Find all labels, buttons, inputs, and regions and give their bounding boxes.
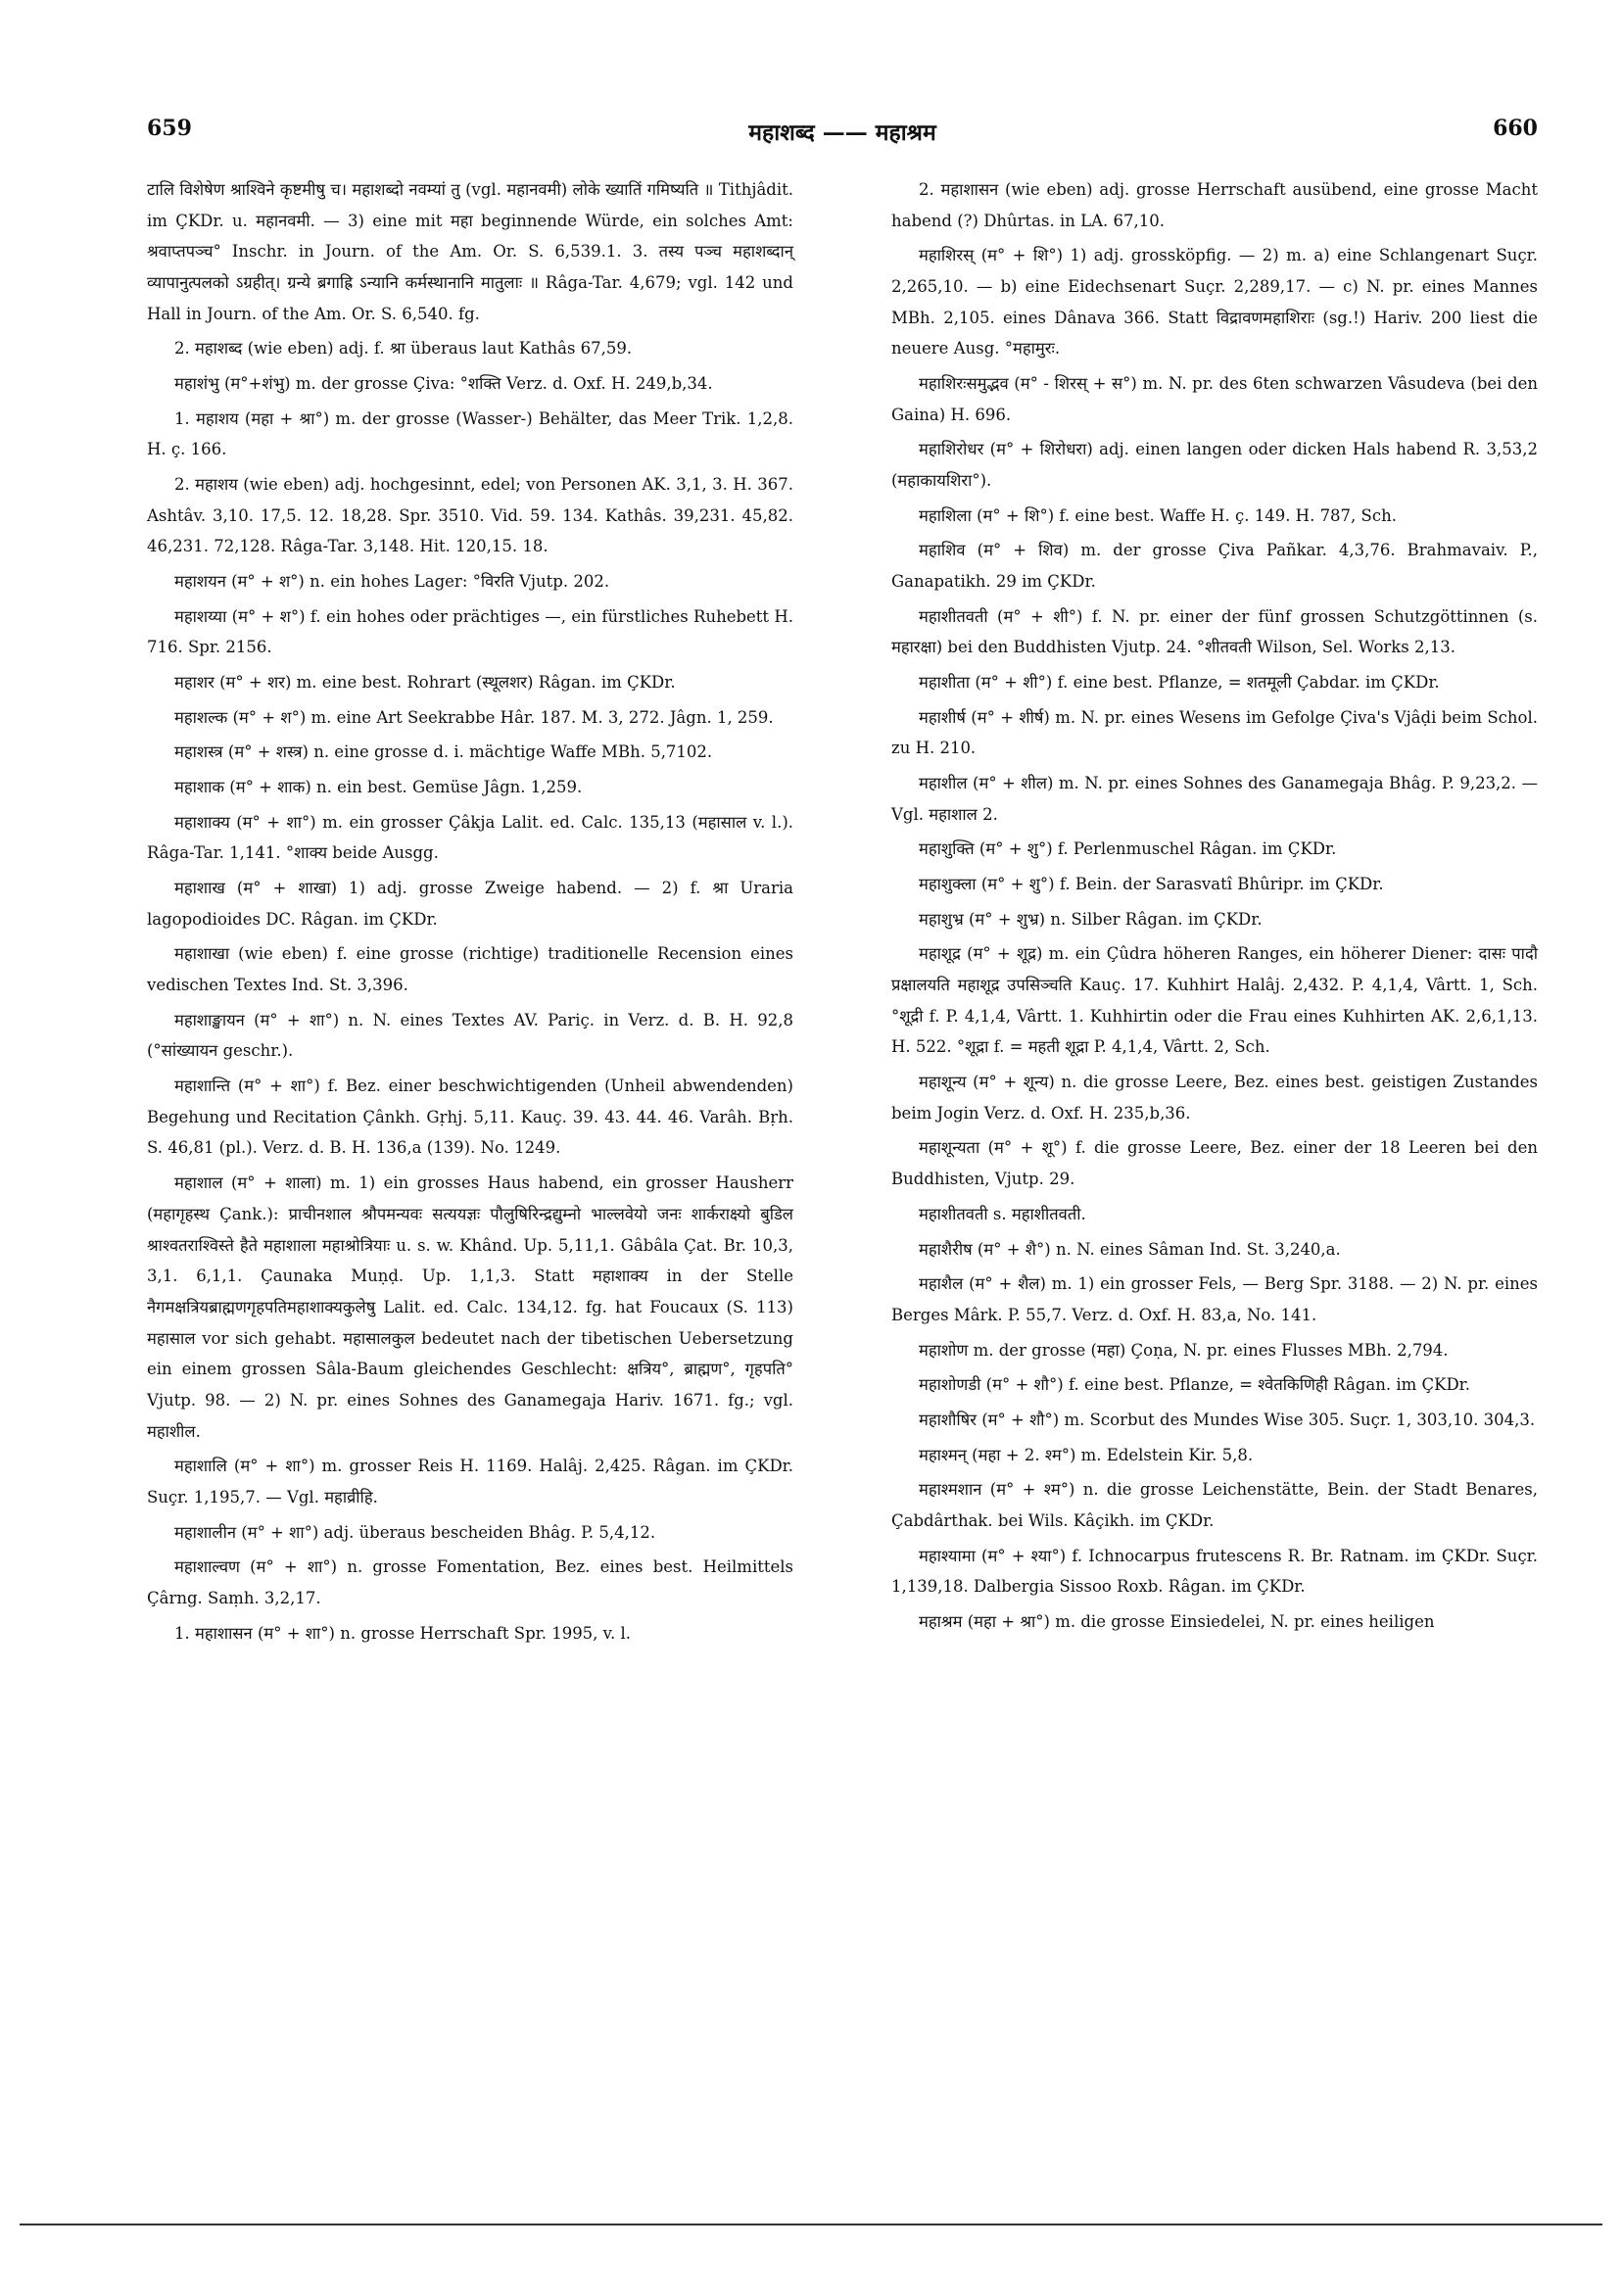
dictionary-entry: महाशैरीष (म° + शै°) n. N. eines Sâman Ind. St. 3,240,a. (919, 1239, 1341, 1259)
dictionary-entry: टालि विशेषेण श्राश्विने कृष्टमीषु च। महाशब्दो नवम्यां तु (vgl. महानवमी) लोके ख्यातिं गमिष्यति ॥ Tithjâdit. im ÇKDr. u. महानवमी. — 3) eine mit महा beginnende Würde, ein solches Amt: श्रवाप्तपञ्च° Inschr. in Journ. of the Am. Or. S. 6,539.1. 3. तस्य पञ्च महाशब्दान् व्यापानुत्पलको ऽग्रहीत्। ग्रन्ये ब्रगाह्रि ऽन्यानि कर्मस्थानानि मातुलाः ॥ Râga-Tar. 4,679; vgl. 142 und Hall in Journ. of the Am. Or. S. 6,540. fg. (147, 180, 793, 323)
dictionary-entry: महाशाक्य (म° + शा°) m. ein grosser Çâkja Lalit. ed. Calc. 135,13 (महासाल v. l.). Râga-Tar. 1,141. °शाक्य beide Ausgg. (147, 812, 793, 863)
dictionary-entry: महाश्मशान (म° + श्म°) n. die grosse Leichenstätte, Bein. der Stadt Benares, Çabdârthak. bei Wils. Kâçikh. im ÇKDr. (891, 1480, 1538, 1530)
dictionary-entry: महाशीता (म° + शी°) f. eine best. Pflanze, = शतमूली Çabdar. im ÇKDr. (919, 673, 1440, 693)
dictionary-entry: महाश्मन् (महा + 2. श्म°) m. Edelstein Kir. 5,8. (919, 1445, 1254, 1464)
dictionary-entry: महाशालि (म° + शा°) m. grosser Reis H. 1169. Halâj. 2,425. Râgan. im ÇKDr. Suçr. 1,195,7. — Vgl. महाव्रीहि. (147, 1457, 793, 1507)
dictionary-entry: महाशिव (म° + शिव) m. der grosse Çiva Pañkar. 4,3,76. Brahmavaiv. P., Ganapatikh. 29 im ÇKDr. (891, 541, 1538, 592)
dictionary-entry: महाशाङ्खायन (म° + शा°) n. N. eines Textes AV. Pariç. in Verz. d. B. H. 92,8 (°सांख्यायन geschr.). (147, 1010, 793, 1061)
dictionary-entry: महाशुक्ला (म° + शु°) f. Bein. der Sarasvatî Bhûripr. im ÇKDr. (919, 875, 1384, 894)
page-number-left: 659 (147, 116, 192, 141)
dictionary-entry: महाशैल (म° + शैल) m. 1) ein grosser Fels, — Berg Spr. 3188. — 2) N. pr. eines Berges Mârk. P. 55,7. Verz. d. Oxf. H. 83,a, No. 141. (891, 1274, 1538, 1324)
dictionary-entry: महाशालीन (म° + शा°) adj. überaus bescheiden Bhâg. P. 5,4,12. (174, 1522, 656, 1542)
dictionary-entry: महाशस्त्र (म° + शस्त्र) n. eine grosse d. i. mächtige Waffe MBh. 5,7102. (174, 742, 713, 762)
dictionary-entry: महाशयन (म° + श°) n. ein hohes Lager: °विरति Vjutp. 202. (174, 572, 610, 592)
dictionary-entry: महाशिरस् (म° + शि°) 1) adj. grossköpfig. — 2) m. a) eine Schlangenart Suçr. 2,265,10. — b) eine Eidechsenart Suçr. 2,289,17. — c) N. pr. eines Mannes MBh. 2,105. eines Dânava 366. Statt विद्रावणमहाशिराः (sg.!) Hariv. 200 liest die neuere Ausg. °महामुरः. (891, 246, 1538, 359)
page-number-right: 660 (1493, 116, 1538, 141)
dictionary-entry: महाशीर्ष (म° + शीर्ष) m. N. pr. eines Wesens im Gefolge Çiva's Vjâḍi beim Schol. zu H. 210. (891, 707, 1538, 758)
page-header (147, 116, 1538, 155)
dictionary-entry: महाशीतवती (म° + शी°) f. N. pr. einer der fünf grossen Schutzgöttinnen (s. महारक्षा) bei den Buddhisten Vjutp. 24. °शीतवती Wilson, Sel. Works 2,13. (891, 606, 1538, 657)
dictionary-entry: 2. महाशब्द (wie eben) adj. f. श्रा überaus laut Kathâs 67,59. (174, 339, 633, 359)
dictionary-entry: महाशोणडी (म° + शौ°) f. eine best. Pflanze, = श्वेतकिणिही Râgan. im ÇKDr. (919, 1375, 1470, 1395)
right-column (891, 174, 1538, 1642)
dictionary-entry: महाशौषिर (म° + शौ°) m. Scorbut des Mundes Wise 305. Suçr. 1, 303,10. 304,3. (919, 1410, 1536, 1429)
dictionary-entry: महाशाक (म° + शाक) n. ein best. Gemüse Jâgn. 1,259. (174, 778, 583, 797)
dictionary-entry: महाशुक्ति (म° + शु°) f. Perlenmuschel Râgan. im ÇKDr. (919, 839, 1337, 859)
dictionary-entry: महाशूद्र (म° + शूद्र) m. ein Çûdra höheren Ranges, ein höherer Diener: दासः पादौ प्रक्षालयति महाशूद्र उपसिञ्चति Kauç. 17. Kuhhirt Halâj. 2,432. P. 4,1,4, Vârtt. 1, Sch. °शूद्री f. P. 4,1,4, Vârtt. 1. Kuhhirtin oder die Frau eines Kuhhirten AK. 2,6,1,13. H. 522. °शूद्रा f. = महती शूद्रा P. 4,1,4, Vârtt. 2, Sch. (891, 944, 1538, 1057)
dictionary-entry: महाशिरःसमुद्भव (म° - शिरस् + स°) m. N. pr. des 6ten schwarzen Vâsudeva (bei den Gaina) H. 696. (891, 374, 1538, 424)
dictionary-entry: 2. महाशासन (wie eben) adj. grosse Herrschaft ausübend, eine grosse Macht habend (?) Dhûrtas. in LA. 67,10. (891, 180, 1538, 230)
dictionary-entry: महाश्यामा (म° + श्या°) f. Ichnocarpus frutescens R. Br. Ratnam. im ÇKDr. Suçr. 1,139,18. Dalbergia Sissoo Roxb. Râgan. im ÇKDr. (891, 1546, 1538, 1597)
dictionary-entry: 1. महाशासन (म° + शा°) n. grosse Herrschaft Spr. 1995, v. l. (174, 1623, 632, 1643)
dictionary-entry: महाशील (म° + शील) m. N. pr. eines Sohnes des Ganamegaja Bhâg. P. 9,23,2. — Vgl. महाशाल 2. (891, 774, 1538, 824)
dictionary-entry: महाशुभ्र (म° + शुभ्र) n. Silber Râgan. im ÇKDr. (919, 909, 1263, 929)
dictionary-entry: महाशीतवती s. महाशीतवती. (919, 1204, 1086, 1223)
dictionary-entry: महाशय्या (म° + श°) f. ein hohes oder prächtiges —, ein fürstliches Ruhebett H. 716. Spr. 2156. (147, 606, 793, 657)
dictionary-entry: महाशोण m. der grosse (महा) Çoṇa, N. pr. eines Flusses MBh. 2,794. (919, 1340, 1449, 1360)
bottom-rule (20, 2224, 1602, 2225)
dictionary-entry: महाशाखा (wie eben) f. eine grosse (richtige) traditionelle Recension eines vedischen Textes Ind. St. 3,396. (147, 944, 793, 995)
dictionary-entry: महाशल्क (म° + श°) m. eine Art Seekrabbe Hâr. 187. M. 3, 272. Jâgn. 1, 259. (174, 707, 774, 727)
dictionary-entry: महाशिला (म° + शि°) f. eine best. Waffe H. ç. 149. H. 787, Sch. (919, 505, 1397, 525)
dictionary-entry: महाशून्य (म° + शून्य) n. die grosse Leere, Bez. eines best. geistigen Zustandes beim Jogin Verz. d. Oxf. H. 235,b,36. (891, 1073, 1538, 1123)
dictionary-entry: 2. महाशय (wie eben) adj. hochgesinnt, edel; von Personen AK. 3,1, 3. H. 367. Ashtâv. 3,10. 17,5. 12. 18,28. Spr. 3510. Vid. 59. 134. Kathâs. 39,231. 45,82. 46,231. 72,128. Râga-Tar. 3,148. Hit. 120,15. 18. (147, 475, 793, 556)
dictionary-entry: महाशाल्वण (म° + शा°) n. grosse Fomentation, Bez. eines best. Heilmittels Çârng. Saṃh. 3,2,17. (147, 1557, 793, 1607)
running-title: महाशब्द —— महाश्रम (748, 120, 936, 146)
dictionary-entry: महाशून्यता (म° + शू°) f. die grosse Leere, Bez. einer der 18 Leeren bei den Buddhisten, Vjutp. 29. (891, 1138, 1538, 1189)
dictionary-entry: 1. महाशय (महा + श्रा°) m. der grosse (Wasser-) Behälter, das Meer Trik. 1,2,8. H. ç. 166. (147, 408, 793, 459)
left-column (147, 174, 793, 1652)
dictionary-entry: महाशर (म° + शर) m. eine best. Rohrart (स्थूलशर) Râgan. im ÇKDr. (174, 673, 676, 693)
dictionary-entry: महाशंभु (म°+शंभु) m. der grosse Çiva: °शक्ति Verz. d. Oxf. H. 249,b,34. (174, 374, 713, 394)
dictionary-entry: महाशाल (म° + शाला) m. 1) ein grosses Haus habend, ein grosser Hausherr (महागृहस्थ Çank.): प्राचीनशाल श्रौपमन्यवः सत्ययज्ञः पौलुषिरिन्द्रद्युम्नो भाल्लवेयो जनः शार्कराक्ष्यो बुडिल श्राश्वतराश्विस्ते हैते महाशाला महाश्रोत्रियाः u. s. w. Khând. Up. 5,11,1. Gâbâla Çat. Br. 10,3, 3,1. 6,1,1. Çaunaka Muṇḍ. Up. 1,1,3. Statt महाशाक्य in der Stelle नैगमक्षत्रियब्राह्मणगृहपतिमहाशाक्यकुलेषु Lalit. ed. Calc. 134,12. fg. hat Foucaux (S. 113) महासाल vor sich gehabt. महासालकुल bedeutet nach der tibetischen Uebersetzung ein einem grossen Sâla-Baum gleichendes Geschlecht: क्षत्रिय°, ब्राह्मण°, गृहपति° Vjutp. 98. — 2) N. pr. eines Sohnes des Ganamegaja Hariv. 1671. fg.; vgl. महाशील. (147, 1173, 793, 1441)
dictionary-entry: महाशाख (म° + शाखा) 1) adj. grosse Zweige habend. — 2) f. श्रा Uraria lagopodioides DC. Râgan. im ÇKDr. (147, 879, 793, 929)
dictionary-entry: महाश्रम (महा + श्रा°) m. die grosse Einsiedelei, N. pr. eines heiligen (919, 1611, 1435, 1631)
dictionary-entry: महाशान्ति (म° + शा°) f. Bez. einer beschwichtigenden (Unheil abwendenden) Begehung und Recitation Çânkh. Gṛhj. 5,11. Kauç. 39. 43. 44. 46. Varâh. Bṛh. S. 46,81 (pl.). Verz. d. B. H. 136,a (139). No. 1249. (147, 1076, 793, 1158)
dictionary-entry: महाशिरोधर (म° + शिरोधरा) adj. einen langen oder dicken Hals habend R. 3,53,2 (महाकायशिरा°). (891, 440, 1538, 491)
